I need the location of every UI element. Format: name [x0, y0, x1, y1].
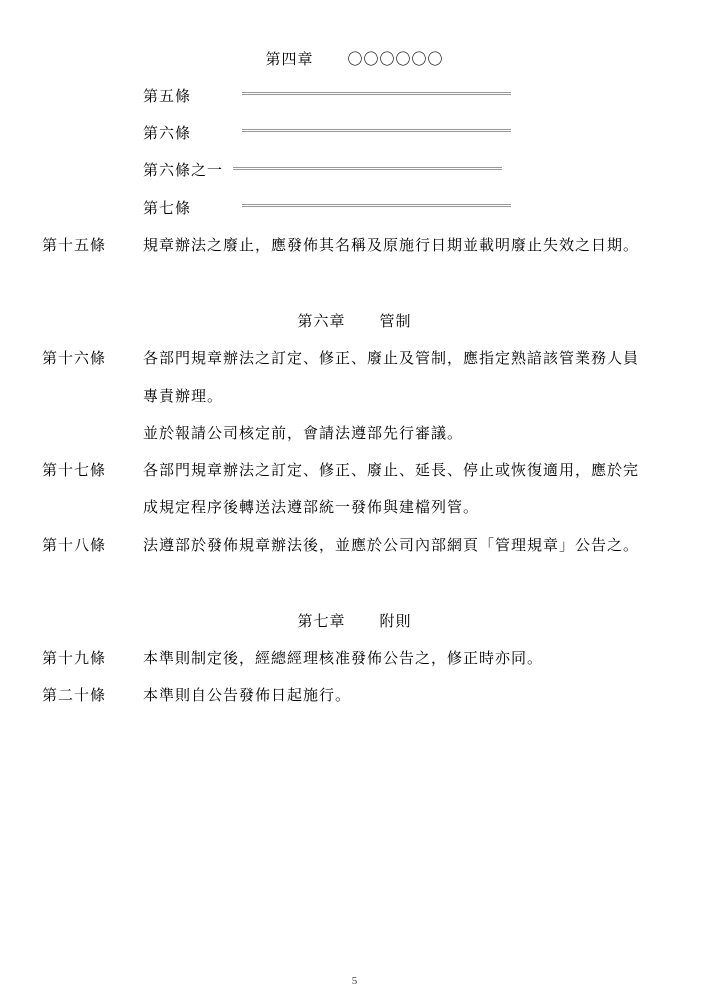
article-19-number: 第十九條: [42, 649, 107, 667]
chapter-7-heading: [0, 611, 709, 631]
placeholder-article-7-label: 第七條: [143, 199, 192, 217]
chapter-7-label: 第七章: [297, 612, 346, 630]
article-15-text: 規章辦法之廢止，應發佈其名稱及原施行日期並載明廢止失效之日期。: [143, 236, 640, 254]
article-18-text: 法遵部於發佈規章辦法後，並應於公司內部網頁「管理規章」公告之。: [143, 536, 640, 554]
article-17-line-1: 各部門規章辦法之訂定、修正、廢止、延長、停止或恢復適用，應於完: [143, 461, 640, 479]
placeholder-article-7-line: [242, 204, 511, 207]
article-17-number: 第十七條: [42, 461, 107, 479]
chapter-6-title: 管制: [379, 312, 412, 330]
article-20-number: 第二十條: [42, 686, 107, 704]
article-16-line-1: 各部門規章辦法之訂定、修正、廢止及管制，應指定熟諳該管業務人員: [143, 349, 640, 367]
article-17-line-2: 成規定程序後轉送法遵部統一發佈與建檔列管。: [143, 498, 480, 516]
article-19-text: 本準則制定後，經總經理核准發佈公告之，修正時亦同。: [143, 649, 544, 667]
article-16-line-2: 專責辦理。: [143, 387, 224, 405]
article-20-text: 本準則自公告發佈日起施行。: [143, 686, 352, 704]
placeholder-article-5-line: [242, 92, 511, 95]
chapter-4-heading: [0, 49, 709, 69]
article-18-number: 第十八條: [42, 536, 107, 554]
article-16-line-3: 並於報請公司核定前，會請法遵部先行審議。: [143, 424, 464, 442]
placeholder-article-6-1-line: [233, 167, 502, 170]
chapter-4-label: 第四章: [265, 50, 314, 68]
placeholder-article-6-label: 第六條: [143, 124, 192, 142]
chapter-4-title: 〇〇〇〇〇〇: [347, 50, 444, 68]
chapter-7-title: 附則: [379, 612, 412, 630]
article-16-number: 第十六條: [42, 349, 107, 367]
placeholder-article-6-1-label: 第六條之一: [143, 161, 224, 179]
article-15-number: 第十五條: [42, 236, 107, 254]
placeholder-article-6-line: [242, 129, 511, 132]
chapter-6-heading: [0, 311, 709, 331]
page-number: 5: [351, 975, 358, 987]
placeholder-article-5-label: 第五條: [143, 87, 192, 105]
chapter-6-label: 第六章: [297, 312, 346, 330]
